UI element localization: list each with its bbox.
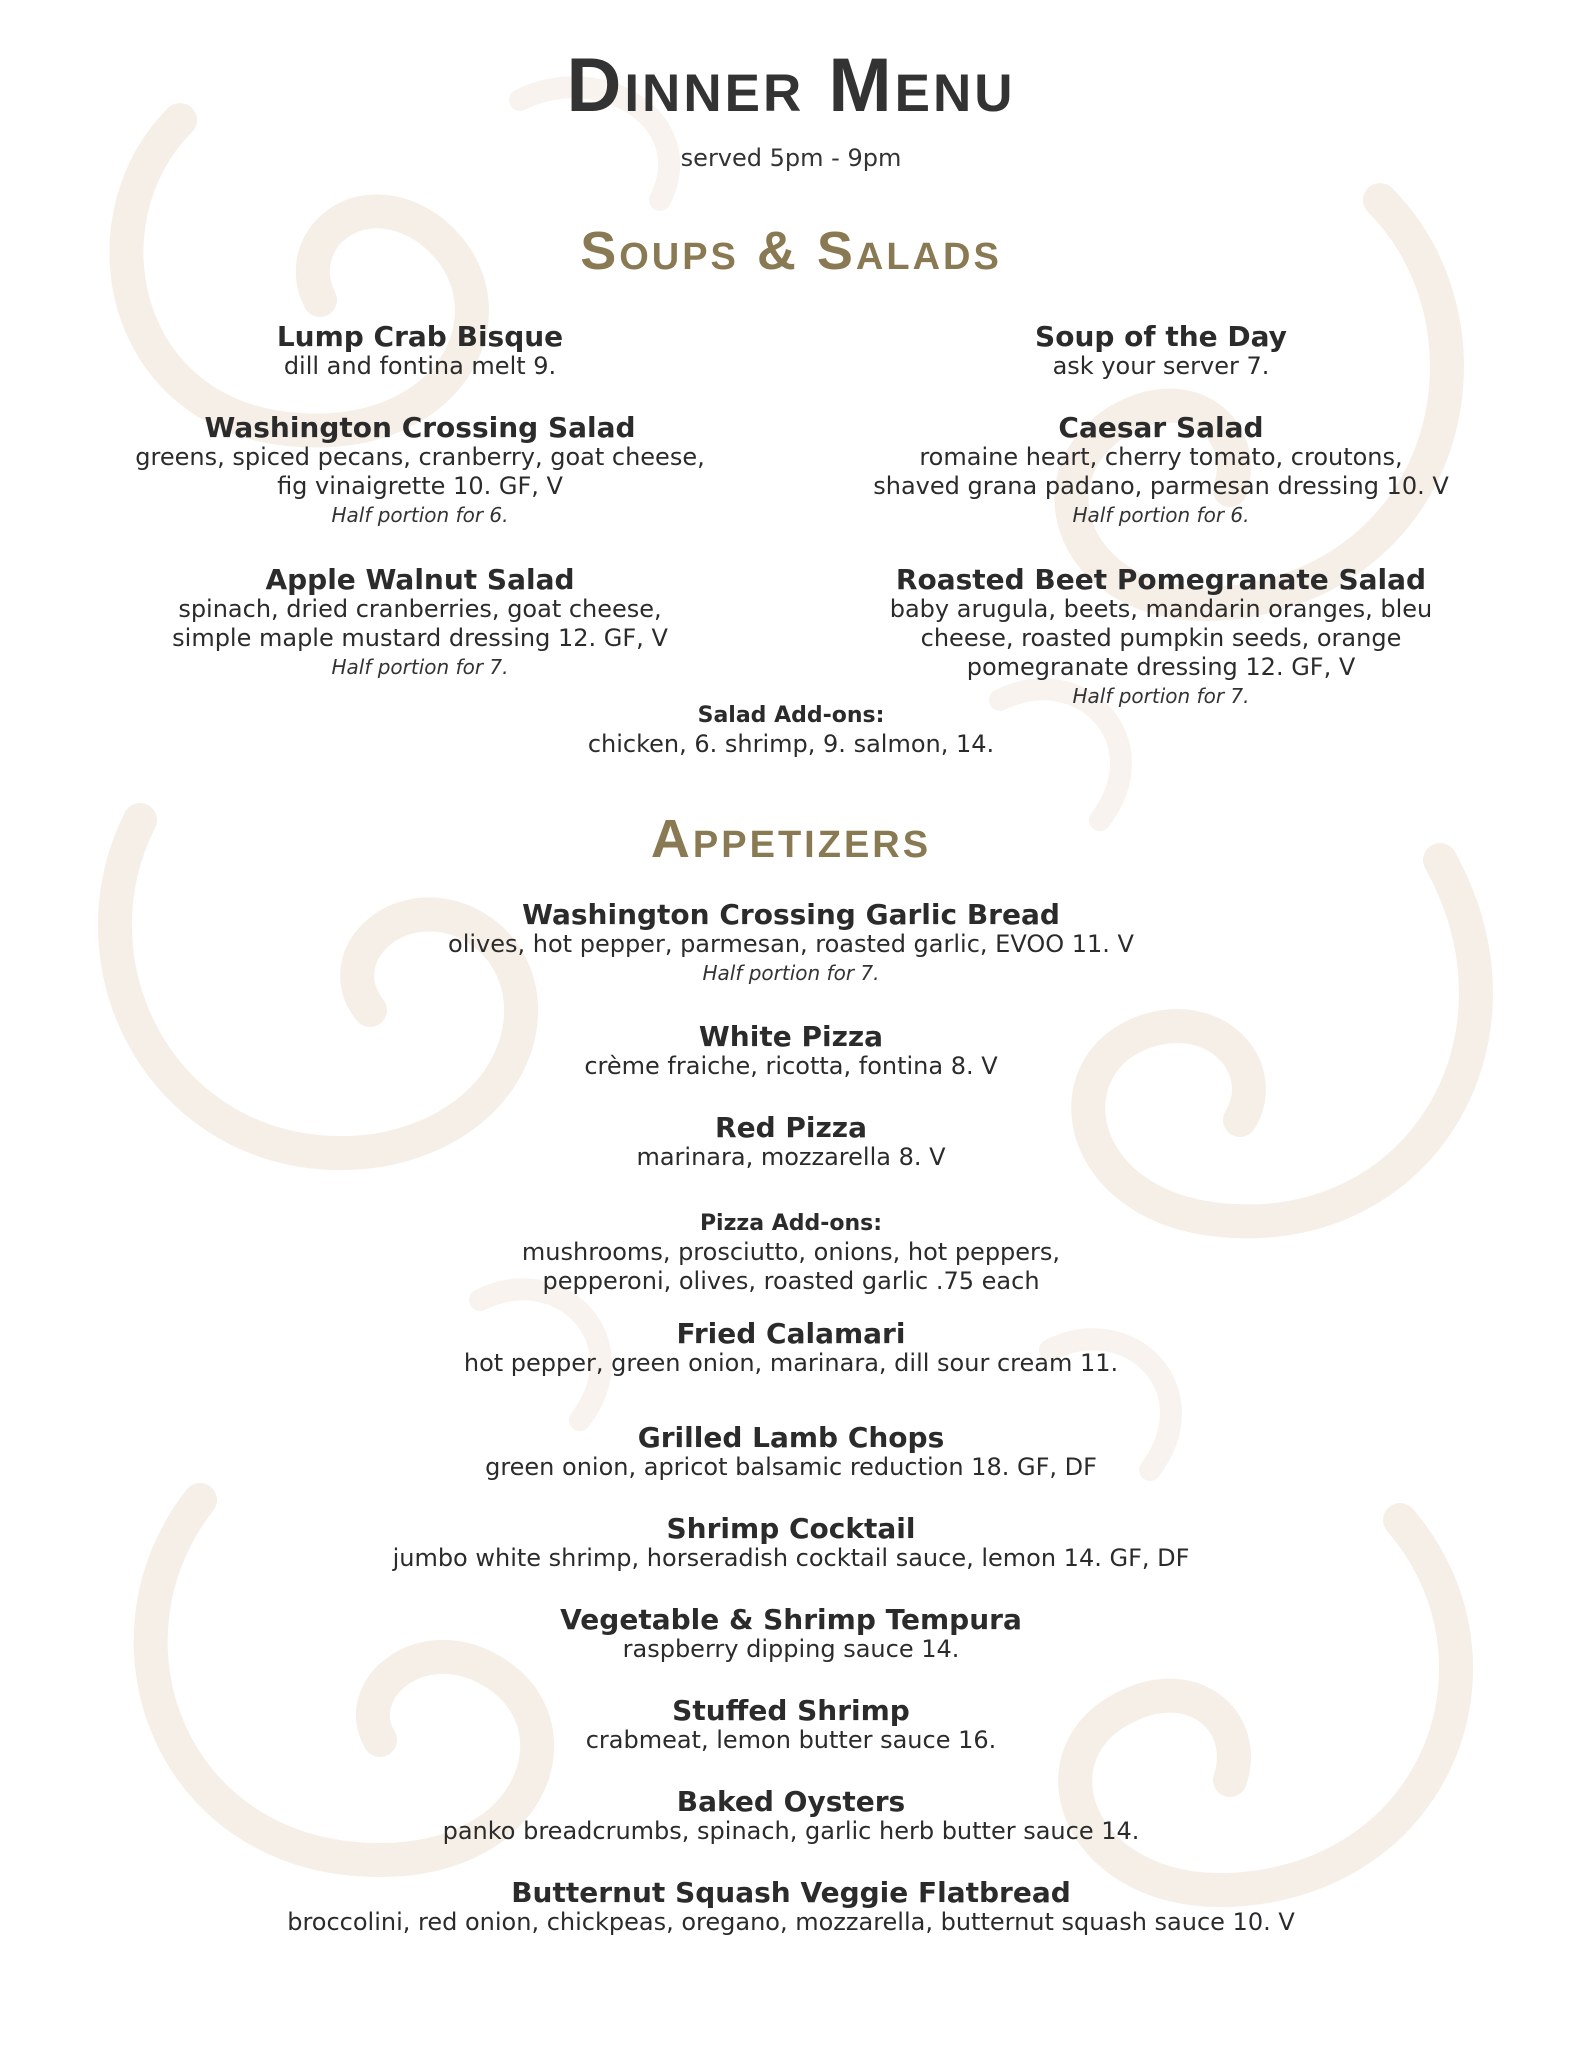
- section-title-appetizers: Appetizers: [650, 809, 932, 869]
- item-name: Baked Oysters: [676, 1785, 906, 1818]
- item-description: raspberry dipping sauce 14.: [622, 1635, 960, 1663]
- item-description: spinach, dried cranberries, goat cheese,: [178, 595, 662, 623]
- item-description: marinara, mozzarella 8. V: [636, 1143, 946, 1171]
- item-description: baby arugula, beets, mandarin oranges, bleu: [889, 595, 1433, 623]
- menu-item: [191, 1787, 1391, 1846]
- item-description: crabmeat, lemon butter sauce 16.: [585, 1726, 997, 1754]
- service-hours: served 5pm - 9pm: [680, 144, 902, 172]
- item-description: ask your server 7.: [1052, 352, 1270, 380]
- half-portion-note: Half portion for 6.: [1072, 503, 1250, 527]
- addon-title: Salad Add-ons:: [697, 703, 885, 728]
- item-name: Vegetable & Shrimp Tempura: [560, 1603, 1022, 1636]
- menu-item: [191, 1113, 1391, 1172]
- addon-list: mushrooms, prosciutto, onions, hot peppers,: [521, 1238, 1061, 1266]
- menu-title: Dinner Menu: [566, 43, 1016, 128]
- item-description: dill and fontina melt 9.: [283, 352, 557, 380]
- item-name: Shrimp Cocktail: [666, 1512, 916, 1545]
- half-portion-note: Half portion for 6.: [331, 503, 509, 527]
- item-description: green onion, apricot balsamic reduction 18. GF, DF: [485, 1453, 1097, 1481]
- item-description: hot pepper, green onion, marinara, dill sour cream 11.: [463, 1349, 1119, 1377]
- menu-item: [191, 1696, 1391, 1755]
- section-title-soups-salads: Soups & Salads: [580, 221, 1002, 281]
- addon-list: chicken, 6. shrimp, 9. salmon, 14.: [587, 730, 995, 758]
- item-name: Red Pizza: [715, 1111, 867, 1144]
- salad-addons: [191, 702, 1391, 759]
- item-name: Fried Calamari: [676, 1317, 906, 1350]
- menu-item: [191, 1022, 1391, 1081]
- menu-item: [191, 1423, 1391, 1482]
- menu-item: [835, 565, 1487, 710]
- menu-item: [95, 322, 745, 381]
- item-description: fig vinaigrette 10. GF, V: [277, 472, 563, 500]
- menu-item: [191, 1878, 1391, 1937]
- item-name: Lump Crab Bisque: [276, 320, 564, 353]
- item-name: Caesar Salad: [1058, 411, 1264, 444]
- pizza-addons: [191, 1210, 1391, 1296]
- item-description: panko breadcrumbs, spinach, garlic herb butter sauce 14.: [442, 1817, 1140, 1845]
- item-description: romaine heart, cherry tomato, croutons,: [919, 443, 1403, 471]
- item-name: Apple Walnut Salad: [265, 563, 575, 596]
- half-portion-note: Half portion for 7.: [1072, 684, 1250, 708]
- item-description: greens, spiced pecans, cranberry, goat cheese,: [135, 443, 705, 471]
- menu-item: [835, 413, 1487, 529]
- item-description: shaved grana padano, parmesan dressing 10. V: [873, 472, 1449, 500]
- item-description: simple maple mustard dressing 12. GF, V: [172, 624, 668, 652]
- item-name: Roasted Beet Pomegranate Salad: [895, 563, 1427, 596]
- half-portion-note: Half portion for 7.: [331, 655, 509, 679]
- item-name: Washington Crossing Salad: [204, 411, 636, 444]
- item-name: Washington Crossing Garlic Bread: [522, 898, 1060, 931]
- item-description: pomegranate dressing 12. GF, V: [966, 653, 1356, 681]
- item-name: Grilled Lamb Chops: [637, 1421, 945, 1454]
- menu-item: [835, 322, 1487, 381]
- menu-item: [191, 1514, 1391, 1573]
- item-description: cheese, roasted pumpkin seeds, orange: [920, 624, 1402, 652]
- half-portion-note: Half portion for 7.: [702, 961, 880, 985]
- menu-item: [95, 413, 745, 529]
- item-description: olives, hot pepper, parmesan, roasted garlic, EVOO 11. V: [448, 930, 1134, 958]
- item-description: jumbo white shrimp, horseradish cocktail sauce, lemon 14. GF, DF: [392, 1544, 1190, 1572]
- item-name: Soup of the Day: [1035, 320, 1287, 353]
- item-name: Stuffed Shrimp: [672, 1694, 910, 1727]
- menu-item: [191, 900, 1391, 987]
- menu-item: [191, 1319, 1391, 1378]
- menu-item: [95, 565, 745, 681]
- item-description: broccolini, red onion, chickpeas, oregano, mozzarella, butternut squash sauce 10. V: [287, 1908, 1295, 1936]
- menu-item: [191, 1605, 1391, 1664]
- addon-list: pepperoni, olives, roasted garlic .75 each: [542, 1267, 1040, 1295]
- item-name: White Pizza: [698, 1020, 884, 1053]
- addon-title: Pizza Add-ons:: [699, 1211, 883, 1236]
- item-description: crème fraiche, ricotta, fontina 8. V: [584, 1052, 998, 1080]
- item-name: Butternut Squash Veggie Flatbread: [511, 1876, 1071, 1909]
